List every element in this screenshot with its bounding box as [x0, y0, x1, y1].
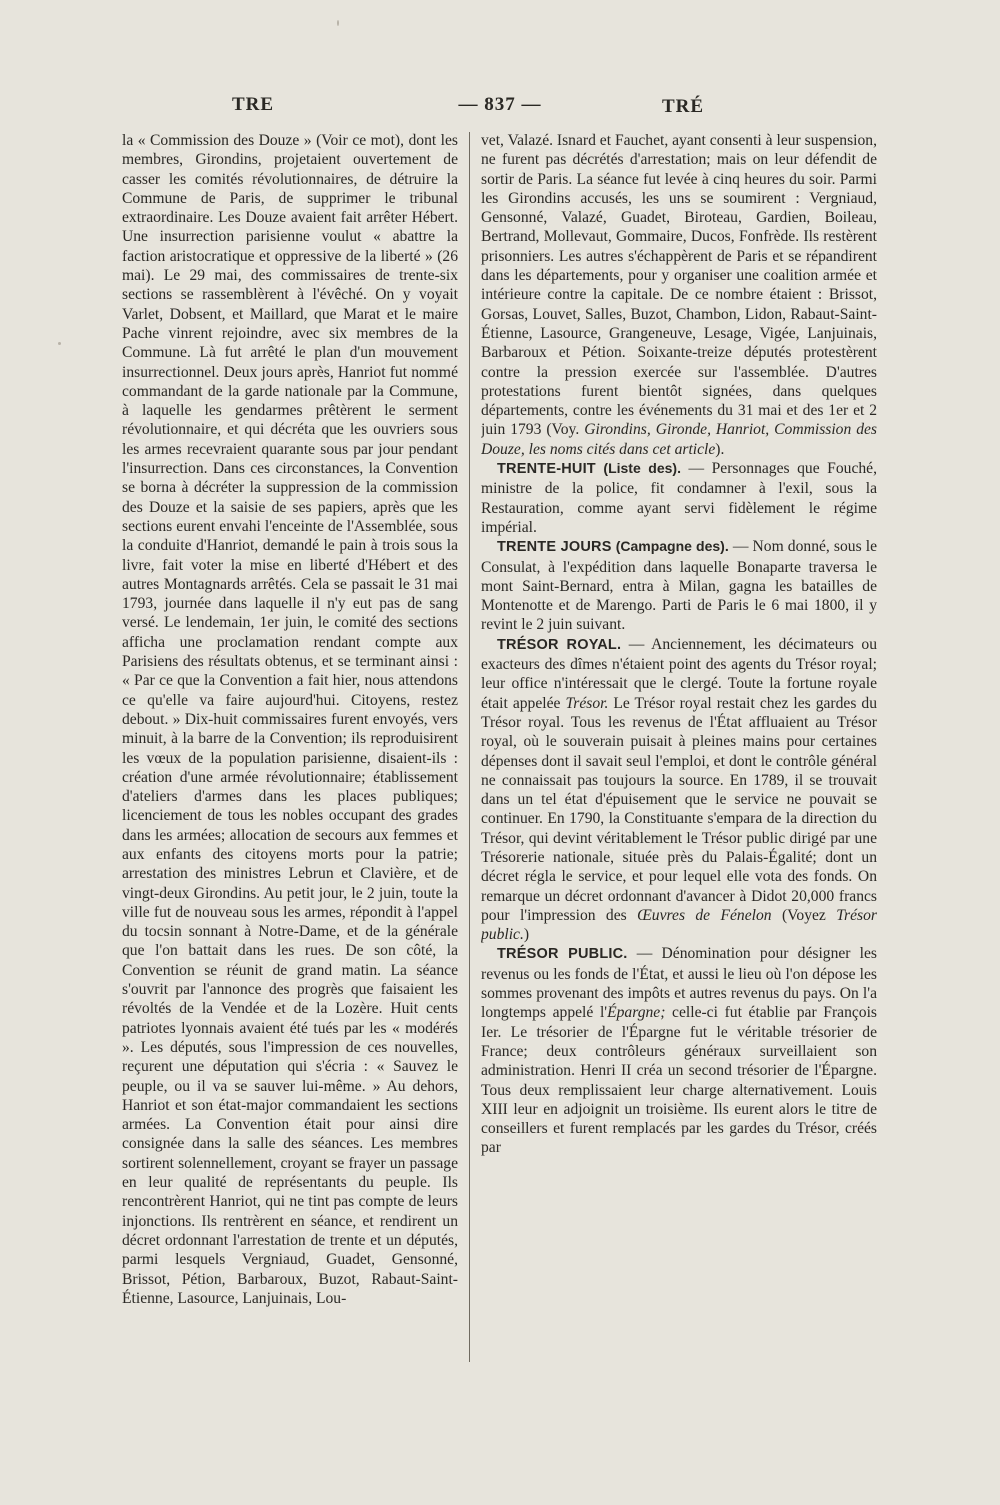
headword: TRÉSOR PUBLIC.: [497, 946, 628, 963]
page-number: — 837 —: [458, 94, 542, 115]
entry-tresor-public: [481, 944, 877, 1157]
right-column: [481, 131, 877, 1371]
headword: TRÉSOR ROYAL.: [497, 636, 622, 653]
paper-speck: [58, 342, 61, 345]
entry-trente-huit: [481, 459, 877, 537]
entry-text: (Voyez: [771, 906, 837, 924]
entry-text: — Personnages que Fouché, ministre de la police, fit condamner à l'exil, sous la Restauration, comme ayant servi fidèlement le régime impérial.: [481, 460, 877, 536]
entry-text: celle-ci fut établie par François Ier. Le trésorier de l'Épargne fut le véritable trésorier de France; deux contrôleurs généraux surveillaient son administration. Henri II créa un second trésorier de l'Épargne. Tous deux remplissaient leur charge alternativement. Louis XIII leur en adjoignit un troisième. Ils eurent alors le titre de conseillers et furent remplacés par les gardes du Trésor, créés par: [481, 1004, 877, 1157]
continuation-end: ).: [715, 440, 725, 458]
left-column: [122, 131, 458, 1371]
headword: TRENTE-HUIT: [497, 461, 596, 478]
running-head: [0, 94, 1000, 122]
paper-speck: [337, 20, 339, 26]
entry-text: — Nom donné, sous le Consulat, à l'expédition dans laquelle Bonaparte traversa le mont Saint-Bernard, entra à Milan, gagna les batailles de Montenotte et de Marengo. Parti de Paris le 6 mai 1800, il y revint le 2 juin suivant.: [481, 538, 877, 634]
entry-text: ): [523, 926, 530, 944]
entry-italic: Épargne;: [607, 1004, 666, 1022]
continuation-text: vet, Valazé. Isnard et Fauchet, ayant consenti à leur suspension, ne furent pas décrétés d'arrestation; mais on leur défendit de sortir de Paris. La séance fut levée à cinq heures du soir. Parmi les Girondins accusés, les uns se soumirent : Vergniaud, Gensonné, Valazé, Guadet, Biroteau, Gardien, Boileau, Bertrand, Mollevaut, Gommaire, Ducos, Fonfrède. Ils restèrent prisonniers. Les autres s'échappèrent de Paris et se répandirent dans les départements, pour y organiser une coalition armée et intérieure contre la capitale. De ce nombre étaient : Brissot, Gorsas, Louvet, Salles, Buzot, Chambon, Lidon, Rabaut-Saint-Étienne, Lasource, Grangeneuve, Lesage, Vigée, Lanjuinais, Barbaroux et Pétion. Soixante-treize députés protestèrent contre la pression exercée sur l'assemblée. D'autres protestations furent bientôt signées, dans quelques départements, contre les événements du 31 mai et des 1er et 2 juin 1793 (Voy.: [481, 132, 877, 439]
continuation-italic: Girondins, Gironde, Hanriot, Commission des Douze, les noms cités dans cet article: [481, 421, 877, 458]
continuation-paragraph: [481, 131, 877, 459]
running-head-left: TRE: [232, 94, 275, 115]
entry-trente-jours: [481, 537, 877, 634]
entry-italic: Trésor.: [565, 694, 609, 712]
headword: TRENTE JOURS: [497, 539, 612, 556]
headword-qualifier: (Liste des).: [603, 460, 681, 477]
entry-text: — Dénomination pour désigner les revenus ou les fonds de l'État, et aussi le lieu où l'on dépose les sommes provenant des impôts et autres revenus du pays. On l'a longtemps appelé l': [481, 945, 877, 1022]
entry-tresor-royal: [481, 635, 877, 945]
left-column-text: la « Commission des Douze » (Voir ce mot), dont les membres, Girondins, projetaient ouvertement de casser les comités révolutionnaires, de détruire la Commune de Paris, de supprimer le tribunal extraordinaire. Les Douze avaient fait arrêter Hébert. Une insurrection parisienne voulut « abattre la faction aristocratique et oppressive de la liberté » (26 mai). Le 29 mai, des commissaires de trente-six sections se rassemblèrent à l'évêché. On y voyait Varlet, Dobsent, et Maillard, que Marat et le maire Pache vinrent rejoindre, avec six membres de la Commune. Là fut arrêté le plan d'un mouvement insurrectionnel. Deux jours après, Hanriot fut nommé commandant de la garde nationale par la Commune, à laquelle les gendarmes prêtèrent le serment révolutionnaire, et qui décréta que les ouvriers sous les armes recevraient quarante sous par jour pendant l'insurrection. Dans ces circonstances, la Convention se borna à décréter la suppression de la commission des Douze et la saisie de ses papiers, après que les sections eurent envahi l'enceinte de l'Assemblée, sous la conduite d'Hanriot, demandé le pain à trois sous la livre, fait voter la mise en liberté d'Hébert et des autres Montagnards arrêtés. Cela se passait le 31 mai 1793, journée dans laquelle il n'y eut pas de sang versé. Le lendemain, 1er juin, le comité des sections afficha une proclamation rendant compte aux Parisiens des résultats obtenus, et se terminant ainsi : « Par ce que la Convention a fait hier, nous attendons ce qu'elle va faire aujourd'hui. Citoyens, restez debout. » Dix-huit commissaires furent envoyés, vers minuit, à la barre de la Convention; ils reproduisirent les vœux de la population parisienne, disaient-ils : création d'une armée révolutionnaire; établissement d'ateliers d'armes dans les places publiques; licenciement de tous les nobles occupant des grades dans les armées; allocation de secours aux femmes et aux enfants des citoyens morts pour la patrie; arrestation des ministres Lebrun et Clavière, et de vingt-deux Girondins. Au petit jour, le 2 juin, toute la ville fut de nouveau sous les armes, répondit à l'appel du tocsin sonnant à Notre-Dame, et de la générale que l'on battait dans les rues. De son côté, la Convention se réunit de grand matin. La séance s'ouvrit par l'annonce des progrès que faisaient les révoltés de la Vendée et de la Lozère. Huit cents patriotes lyonnais avaient été tués par les « modérés ». Les députés, sous l'impression de ces nouvelles, reçurent une députation qui s'écria : « Sauvez le peuple, ou il va se sauver lui-même. » Au dehors, Hanriot et son état-major commandaient les sections armées. La Convention était pour ainsi dire consignée dans la salle des séances. Les membres sortirent solennellement, croyant se frayer un passage en leur qualité de représentants du peuple. Ils rencontrèrent Hanriot, qui ne tint pas compte de leurs injonctions. Ils rentrèrent en séance, et rendirent un décret ordonnant l'arrestation de trente et un députés, parmi lesquels Vergniaud, Guadet, Gensonné, Brissot, Pétion, Barbaroux, Buzot, Rabaut-Saint-Étienne, Lasource, Lanjuinais, Lou-: [122, 132, 458, 1307]
headword-qualifier: (Campagne des).: [615, 538, 729, 555]
entry-italic: Œuvres de Fénelon: [637, 906, 772, 924]
entry-italic: Trésor public.: [481, 906, 877, 944]
column-divider: [469, 132, 470, 1362]
entry-text: Le Trésor royal restait chez les gardes du Trésor royal. Tous les revenus de l'État affluaient au Trésor royal, où le souverain puisait à pleines mains pour certaines dépenses dont il savait seul l'emploi, et dont le contrôle général ne connaissait pas toujours la source. En 1789, il se trouvait dans un tel état d'épuisement que le service ne pouvait se continuer. En 1790, la Constituante s'empara de la direction du Trésor, qui devint véritablement le Trésor public dirigé par une Trésorerie nationale, située près du Palais-Égalité; dont un décret régla le service, et pour lequel elle vota des fonds. On remarque un décret ordonnant d'avancer à Didot 20,000 francs pour l'impression des: [481, 694, 877, 924]
running-head-right: TRÉ: [662, 96, 705, 117]
entry-text: — Anciennement, les décimateurs ou exacteurs des dîmes n'étaient point des agents du Trésor royal; leur office n'intéressait que le clergé. Toute la fortune royale était appelée: [481, 635, 877, 712]
